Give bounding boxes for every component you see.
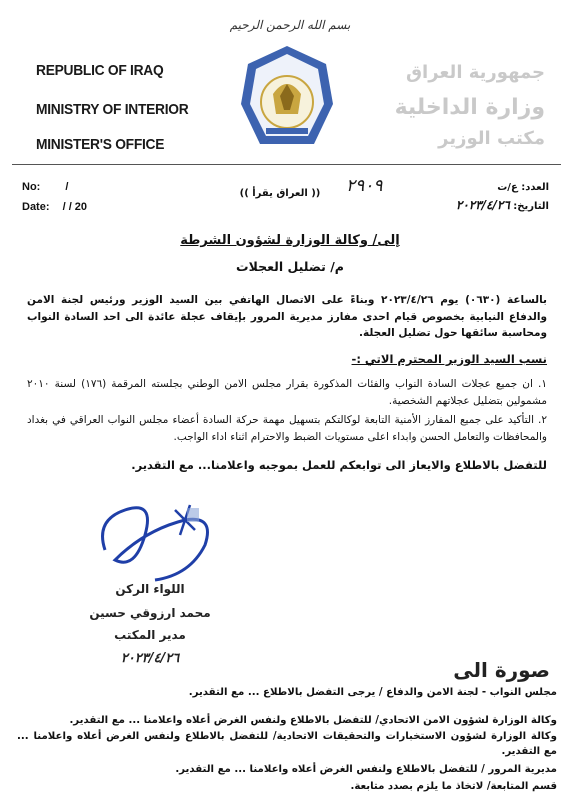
ref-date-label: Date: xyxy=(22,201,50,213)
closing-line: للتفضل بالاطلاع والايعاز الى توابعكم للعمل بموجبه واعلامنا... مع التقدير. xyxy=(131,458,547,472)
ref-number-en xyxy=(22,181,68,193)
ref-number-value: / xyxy=(65,181,69,193)
header-ar-line-1: جمهورية العراق xyxy=(405,62,545,83)
header-ar-line-3: مكتب الوزير xyxy=(438,128,545,149)
signature-date: ٢٠٢٣/٤/٢٦ xyxy=(120,651,180,666)
copy-item-4: مديرية المرور / للتفضل بالاطلاع ولنفس الغرض أعلاه واعلامنا ... مع التقدير. xyxy=(175,764,557,775)
copy-item-3: وكالة الوزارة لشؤون الاستخبارات والتحقيقات الاتحادية/ للتفضل بالاطلاع ولنفس الغرض أعلاه واعلامنا ... مع التقدير. xyxy=(17,731,557,757)
body-paragraph: بالساعة (٠٦٣٠) يوم ٢٠٢٣/٤/٢٦ وبناءً على الاتصال الهاتفي بين السيد الوزير ورئيس لجنة الامن والدفاع النيابية بخصوص قيام احدى مفارز مديرية المرور بإيقاف عجلة عائدة الى احد السادة النواب ومحاسبة سائقها حول تضليل العجلة. xyxy=(27,294,547,340)
addressee: إلى/ وكالة الوزارة لشؤون الشرطة xyxy=(180,233,400,248)
copy-to-stamp: صورة الى xyxy=(440,658,550,682)
header-en-line-2: MINISTRY OF INTERIOR xyxy=(36,101,189,118)
handwritten-signature xyxy=(85,490,235,590)
header-ar-line-2: وزارة الداخلية xyxy=(394,95,545,120)
header-en-line-3: MINISTER'S OFFICE xyxy=(36,136,165,153)
copy-item-2: وكالة الوزارة لشؤون الامن الاتحادي/ للتفضل بالاطلاع ولنفس الغرض أعلاه واعلامنا ... مع التقدير. xyxy=(69,715,557,726)
ref-date-ar-value: ٢٠٢٣/٤/٢٦ xyxy=(455,198,510,212)
ref-number-ar: العدد: ع/ت xyxy=(497,182,549,193)
ref-date-ar xyxy=(456,198,549,212)
ref-date-en xyxy=(22,201,87,213)
basmala: بسم الله الرحمن الرحيم xyxy=(229,18,351,32)
copy-item-1: مجلس النواب - لجنة الامن والدفاع / يرجى التفضل بالاطلاع ... مع التقدير. xyxy=(188,687,557,698)
recommendation-heading: نسب السيد الوزير المحترم الاتي :- xyxy=(351,352,547,366)
copy-item-5: قسم المتابعة/ لاتخاذ ما يلزم بصدد متابعة. xyxy=(350,781,557,792)
ref-number-label: No: xyxy=(22,181,41,193)
ref-date-ar-label: التاريخ: xyxy=(513,201,549,212)
point-2: ٢. التأكيد على جميع المفارز الأمنية التابعة لوكالتكم بتسهيل مهمة حركة السادة أعضاء مجلس النواب العراقي في بغداد والمحافظات والتعامل الحسن وابداء اعلى مستويات الضبط والاحترام اثناء اداء الواجب. xyxy=(27,414,547,443)
header-divider xyxy=(12,164,561,165)
ref-number-handwritten: ٢٩٠٩ xyxy=(346,176,383,196)
signature-name: محمد ارزوقي حسين xyxy=(89,606,211,620)
ref-date-value: / / 20 xyxy=(62,201,88,213)
signature-title: مدير المكتب xyxy=(114,628,186,642)
subject: م/ تضليل العجلات xyxy=(236,259,344,274)
signature-rank: اللواء الركن xyxy=(115,582,185,596)
motto: (( العراق يقرأ )) xyxy=(239,188,321,199)
header-en-line-1: REPUBLIC OF IRAQ xyxy=(36,62,164,79)
point-1: ١. ان جميع عجلات السادة النواب والفئات المذكورة بقرار مجلس الامن الوطني بجلسته المرقمة (١٧٦) لسنة ٢٠١٠ مشمولين بتضليل عجلاتهم الشخصية. xyxy=(27,378,548,407)
